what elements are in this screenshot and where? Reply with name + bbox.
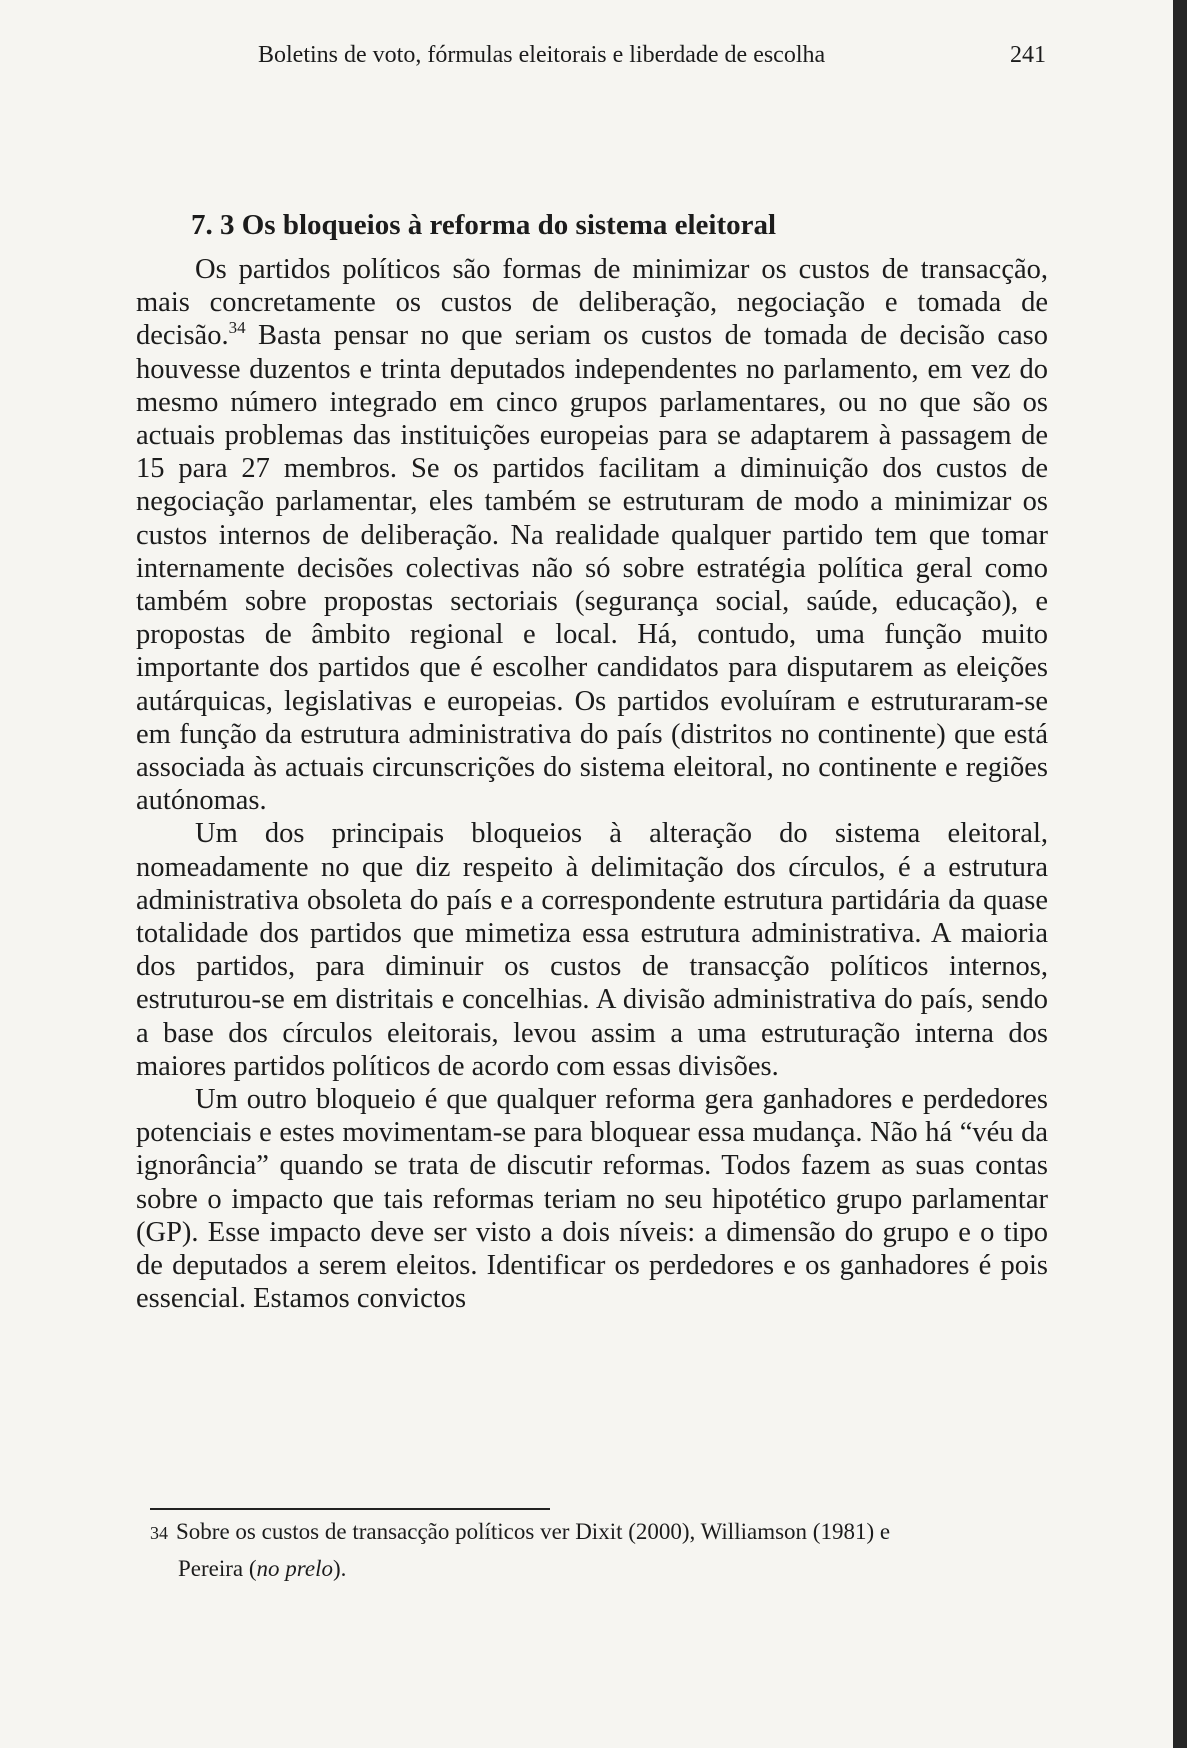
running-title: Boletins de voto, fórmulas eleitorais e liberdade de escolha — [258, 42, 826, 68]
footnote-italic: no prelo — [256, 1556, 333, 1581]
footnote-line-2 — [150, 1551, 1050, 1587]
paragraph-3: Um outro bloqueio é que qualquer reforma gera ganhadores e perdedores potenciais e estes movimentam-se para bloquear essa mudança. Não há “véu da ignorância” quando se trata de discutir reformas. Todos fazem as suas contas sobre o impacto que tais reformas teriam no seu hipotético grupo parlamentar (GP). Esse impacto deve ser visto a dois níveis: a dimensão do grupo e o tipo de deputados a serem eleitos. Identificar os perdedores e os ganhadores é pois essencial. Estamos convictos — [136, 1084, 1048, 1315]
page-edge-shadow — [1173, 0, 1187, 1748]
footnote-text-a: Sobre os custos de transacção políticos ver Dixit (2000), Williamson (1981) e — [176, 1519, 891, 1544]
footnote-text-c: ). — [333, 1556, 347, 1581]
footnote — [150, 1514, 1050, 1587]
paragraph-1-text-a: Os partidos políticos são formas de minimizar os custos de transacção, mais concretamente os custos de deliberação, negociação e tomada de decisão. — [136, 254, 1048, 352]
footnote-reference: 34 — [228, 318, 246, 338]
section-heading: 7. 3 Os bloqueios à reforma do sistema eleitoral — [191, 209, 777, 241]
footnote-text-b: Pereira ( — [178, 1556, 257, 1581]
footnote-number: 34 — [150, 1523, 168, 1543]
main-text — [136, 207, 1048, 1316]
footnote-divider — [150, 1508, 550, 1510]
paragraph-1 — [136, 253, 1048, 817]
page-number: 241 — [1010, 42, 1046, 68]
paragraph-2: Um dos principais bloqueios à alteração do sistema eleitoral, nomeadamente no que diz respeito à delimitação dos círculos, é a estrutura administrativa obsoleta do país e a correspondente estrutura partidária da quase totalidade dos partidos que mimetiza essa estrutura administrativa. A maioria dos partidos, para diminuir os custos de transacção políticos internos, estruturou-se em distritais e concelhias. A divisão administrativa do país, sendo a base dos círculos eleitorais, levou assim a uma estruturação interna dos maiores partidos políticos de acordo com essas divisões. — [136, 818, 1048, 1082]
footnote-line-1 — [150, 1519, 890, 1544]
paragraph-1-text-b: Basta pensar no que seriam os custos de tomada de decisão caso houvesse duzentos e trinta deputados independentes no parlamento, em vez do mesmo número integrado em cinco grupos parlamentares, ou no que são os actuais problemas das instituições europeias para se adaptarem à passagem de 15 para 27 membros. Se os partidos facilitam a diminuição dos custos de negociação parlamentar, eles também se estruturam de modo a minimizar os custos internos de deliberação. Na realidade qualquer partido tem que tomar internamente decisões colectivas não só sobre estratégia política geral como também sobre propostas sectoriais (segurança social, saúde, educação), e propostas de âmbito regional e local. Há, contudo, uma função muito importante dos partidos que é escolher candidatos para disputarem as eleições autárquicas, legislativas e europeias. Os partidos evoluíram e estruturaram-se em função da estrutura administrativa do país (distritos no continente) que está associada às actuais circunscrições do sistema eleitoral, no continente e regiões autónomas. — [136, 320, 1048, 817]
